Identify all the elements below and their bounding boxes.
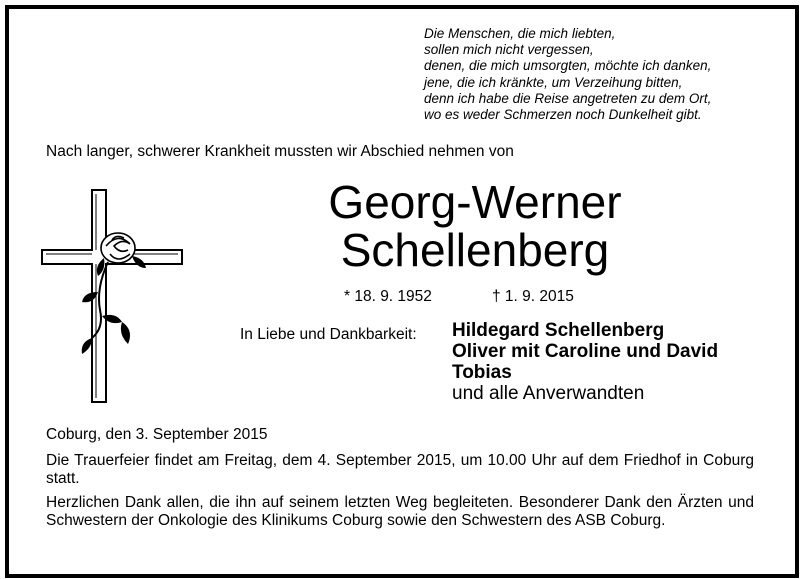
mourners-list (452, 320, 718, 404)
poem-line: denen, die mich umsorgten, möchte ich danken, (424, 58, 712, 74)
cross-with-rose-icon (36, 188, 186, 404)
deceased-first-name: Georg-Werner (328, 176, 622, 228)
deceased-name (265, 178, 685, 274)
place: Coburg, (46, 426, 102, 443)
mourner-line: Tobias (452, 362, 512, 383)
thanks-paragraph: Herzlichen Dank allen, die ihn auf seinem letzten Weg begleiteten. Besonderer Dank den Ärzten und Schwestern der Onkologie des Klinikums Coburg sowie den Schwestern des ASB Coburg. (46, 494, 754, 529)
poem-line: sollen mich nicht vergessen, (424, 42, 594, 58)
poem-line: denn ich habe die Reise angetreten zu dem Ort, (424, 90, 712, 106)
mourners-label: In Liebe und Dankbarkeit: (240, 326, 417, 343)
intro-text: Nach langer, schwerer Krankheit mussten wir Abschied nehmen von (46, 143, 514, 160)
poem-line: wo es weder Schmerzen noch Dunkelheit gibt. (424, 107, 702, 123)
birth-date: * 18. 9. 1952 (344, 288, 432, 305)
poem (424, 26, 764, 123)
place-date (46, 426, 267, 444)
date: den 3. September 2015 (105, 426, 268, 443)
funeral-info-paragraph: Die Trauerfeier findet am Freitag, dem 4. September 2015, um 10.00 Uhr auf dem Friedhof in Coburg statt. (46, 452, 754, 487)
poem-line: Die Menschen, die mich liebten, (424, 26, 616, 41)
deceased-last-name: Schellenberg (340, 224, 610, 276)
mourner-line: Oliver mit Caroline und David (452, 341, 719, 362)
mourners-closing: und alle Anverwandten (452, 383, 645, 404)
poem-line: jene, die ich kränkte, um Verzeihung bitten, (424, 74, 683, 90)
mourner-line: Hildegard Schellenberg (452, 320, 665, 341)
death-date: † 1. 9. 2015 (492, 288, 574, 305)
